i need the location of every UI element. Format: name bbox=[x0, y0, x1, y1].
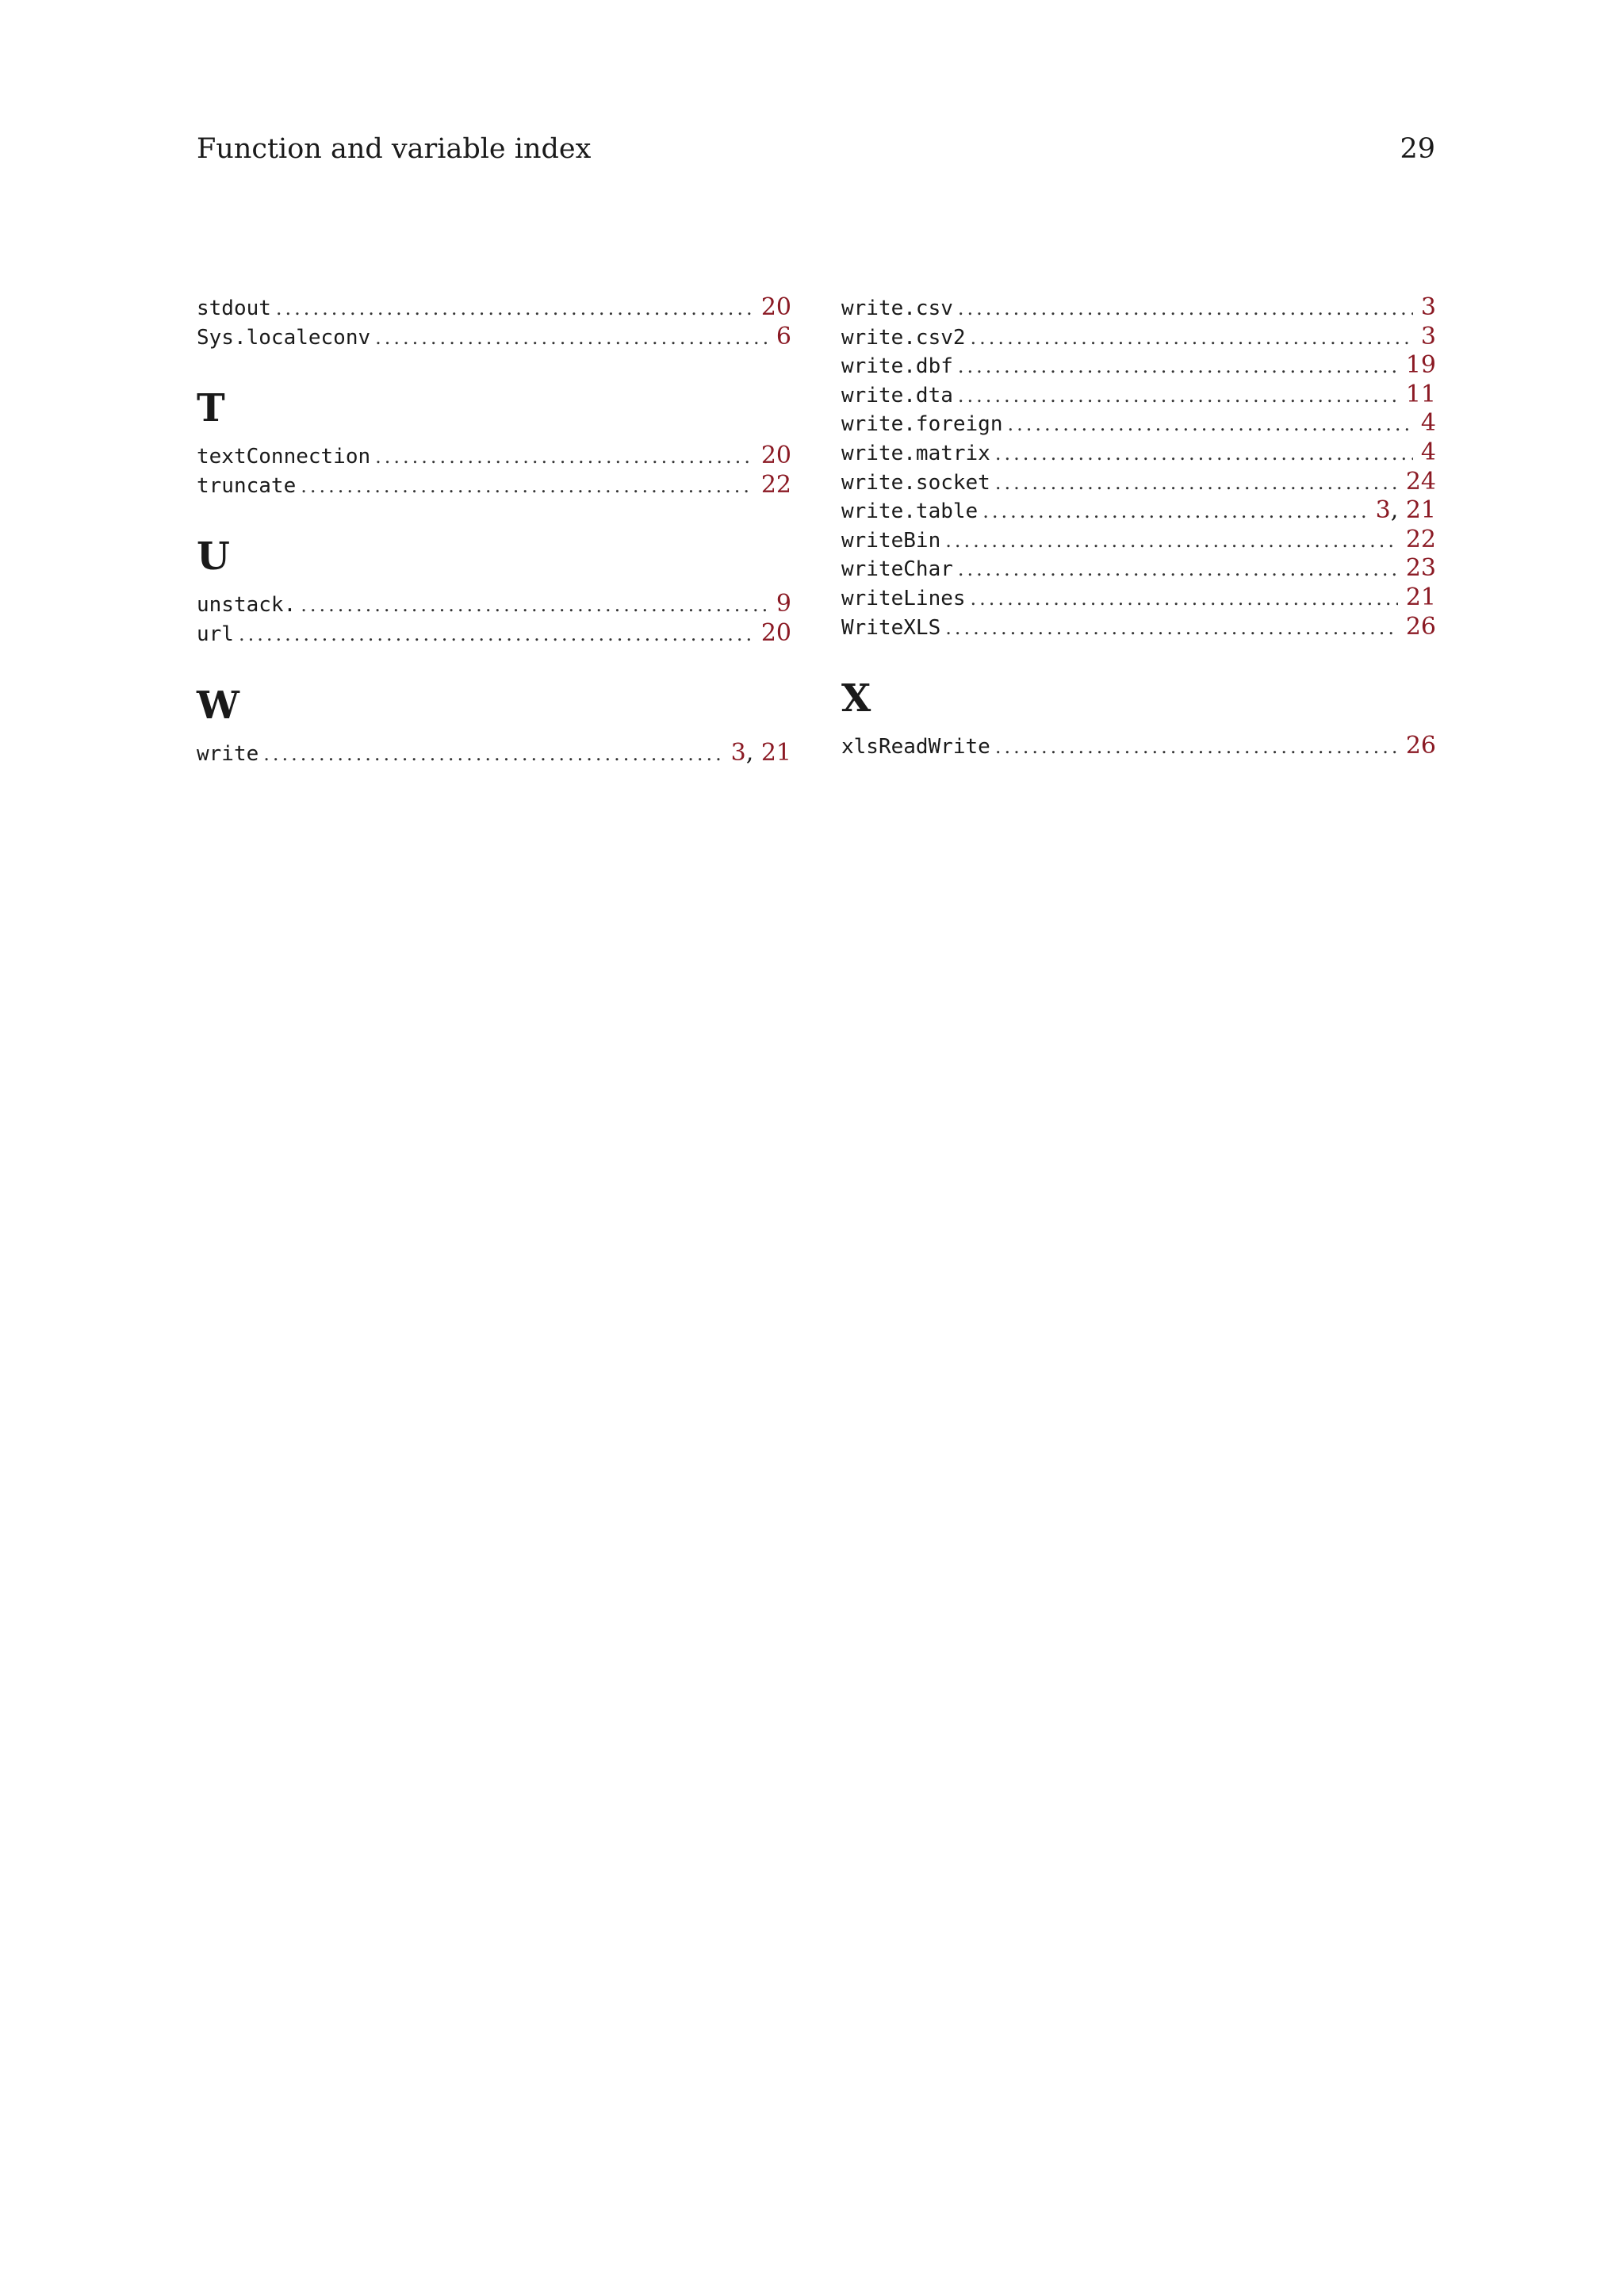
index-entry bbox=[197, 442, 791, 471]
index-entry-name: textConnection bbox=[197, 445, 371, 469]
dot-leader bbox=[239, 620, 753, 649]
section-letter-w: W bbox=[197, 683, 239, 728]
page-references bbox=[1406, 351, 1436, 381]
page-references bbox=[1406, 554, 1436, 584]
page-references bbox=[1406, 584, 1436, 613]
dot-leader bbox=[301, 591, 768, 619]
dot-leader bbox=[995, 469, 1398, 497]
index-entry bbox=[197, 293, 791, 323]
section-letter-u: U bbox=[197, 534, 230, 580]
index-entry bbox=[841, 584, 1436, 613]
index-entry-name: writeChar bbox=[841, 557, 953, 582]
page-link[interactable]: 21 bbox=[1405, 496, 1436, 525]
index-group bbox=[197, 442, 791, 499]
index-entry bbox=[841, 409, 1436, 438]
index-entry bbox=[841, 323, 1436, 352]
page-references bbox=[761, 619, 791, 649]
index-entry-name: writeBin bbox=[841, 528, 941, 553]
dot-leader bbox=[958, 555, 1398, 584]
page-link[interactable]: 4 bbox=[1420, 438, 1436, 466]
page-references bbox=[1406, 526, 1436, 555]
dot-leader bbox=[945, 526, 1398, 555]
page-link[interactable]: 26 bbox=[1405, 612, 1436, 641]
page-link[interactable]: 20 bbox=[760, 442, 791, 470]
page-references bbox=[1406, 613, 1436, 642]
dot-leader bbox=[1008, 410, 1413, 438]
index-entry bbox=[197, 323, 791, 352]
page-references bbox=[1421, 409, 1436, 438]
page-title: Function and variable index bbox=[197, 133, 592, 165]
page-references: 3, 21 bbox=[730, 738, 791, 767]
index-entry-name: write.matrix bbox=[841, 441, 990, 465]
index-entry bbox=[841, 381, 1436, 410]
page-link[interactable]: 3 bbox=[1420, 322, 1436, 350]
page-link[interactable]: 22 bbox=[760, 470, 791, 499]
page-references bbox=[761, 293, 791, 323]
page-references bbox=[1421, 323, 1436, 352]
index-entry-name: WriteXLS bbox=[841, 615, 941, 640]
index-entry-name: write.socket bbox=[841, 470, 990, 495]
index-entry bbox=[197, 471, 791, 500]
dot-leader bbox=[971, 584, 1398, 613]
page-number: 29 bbox=[1400, 133, 1435, 165]
index-entry bbox=[197, 739, 791, 768]
dot-leader bbox=[375, 442, 753, 471]
page-link[interactable]: 3 bbox=[730, 738, 746, 767]
index-entry-name: xlsReadWrite bbox=[841, 735, 990, 760]
index-column-left bbox=[197, 293, 791, 767]
index-entry-name: Sys.localeconv bbox=[197, 325, 371, 350]
index-column-right bbox=[841, 293, 1436, 761]
index-entry bbox=[841, 732, 1436, 761]
index-group bbox=[841, 732, 1436, 761]
page-link[interactable]: 3 bbox=[1375, 496, 1391, 525]
dot-leader bbox=[958, 381, 1398, 410]
page-references bbox=[761, 471, 791, 500]
dot-leader bbox=[958, 352, 1398, 381]
page-references bbox=[1406, 468, 1436, 497]
page-link[interactable]: 20 bbox=[760, 618, 791, 647]
section-letter-x: X bbox=[841, 676, 871, 721]
page-references bbox=[1406, 732, 1436, 761]
index-group bbox=[197, 590, 791, 648]
page-link[interactable]: 21 bbox=[760, 738, 791, 767]
index-entry bbox=[841, 496, 1436, 526]
page-references bbox=[776, 590, 791, 619]
index-entry bbox=[841, 554, 1436, 584]
index-entry-name: truncate bbox=[197, 473, 297, 498]
index-group bbox=[197, 293, 791, 351]
page-link[interactable]: 23 bbox=[1405, 554, 1436, 583]
index-entry bbox=[841, 351, 1436, 381]
page-link[interactable]: 4 bbox=[1420, 409, 1436, 438]
page-link[interactable]: 9 bbox=[776, 590, 791, 618]
index-entry-name: write.dbf bbox=[841, 354, 953, 379]
page-link[interactable]: 19 bbox=[1405, 351, 1436, 380]
index-entry bbox=[197, 590, 791, 619]
page-link[interactable]: 11 bbox=[1405, 380, 1436, 408]
index-entry-name: stdout bbox=[197, 297, 271, 320]
page-references bbox=[761, 442, 791, 471]
page-link[interactable]: 3 bbox=[1420, 293, 1436, 321]
page-link[interactable]: 24 bbox=[1405, 467, 1436, 496]
dot-leader bbox=[263, 740, 722, 768]
page-link[interactable]: 22 bbox=[1405, 525, 1436, 553]
index-group bbox=[197, 739, 791, 768]
index-entry-name: url bbox=[197, 622, 234, 646]
index-group bbox=[841, 293, 1436, 641]
index-entry-name: writeLines bbox=[841, 586, 966, 610]
dot-leader bbox=[995, 439, 1413, 468]
dot-leader bbox=[276, 294, 753, 323]
page-link[interactable]: 20 bbox=[760, 293, 791, 321]
dot-leader bbox=[971, 323, 1413, 352]
page-references bbox=[1406, 381, 1436, 410]
index-entry-name: write.foreign bbox=[841, 412, 1003, 437]
dot-leader bbox=[982, 497, 1367, 526]
page-references bbox=[1421, 438, 1436, 468]
section-letter-t: T bbox=[197, 386, 225, 431]
page-link[interactable]: 21 bbox=[1405, 583, 1436, 611]
index-entry-name: write.csv2 bbox=[841, 325, 966, 350]
index-entry-name: write.dta bbox=[841, 383, 953, 408]
page-link[interactable]: 6 bbox=[776, 322, 791, 350]
index-entry bbox=[841, 468, 1436, 497]
running-header bbox=[197, 127, 1435, 171]
index-entry-name: write.csv bbox=[841, 297, 953, 320]
dot-leader bbox=[945, 614, 1398, 642]
index-entry-name: write.table bbox=[841, 499, 979, 524]
index-entry bbox=[841, 526, 1436, 555]
index-entry bbox=[841, 613, 1436, 642]
index-entry bbox=[841, 293, 1436, 323]
page-references: 3, 21 bbox=[1375, 496, 1436, 525]
index-entry bbox=[841, 438, 1436, 468]
index-entry-name: write bbox=[197, 741, 259, 766]
page-references bbox=[776, 323, 791, 352]
dot-leader bbox=[995, 733, 1398, 761]
dot-leader bbox=[301, 472, 753, 500]
dot-leader bbox=[375, 323, 768, 352]
page-link[interactable]: 26 bbox=[1405, 732, 1436, 760]
dot-leader bbox=[958, 294, 1413, 323]
index-entry-name: unstack. bbox=[197, 593, 297, 618]
page-references bbox=[1421, 293, 1436, 323]
index-entry bbox=[197, 619, 791, 649]
